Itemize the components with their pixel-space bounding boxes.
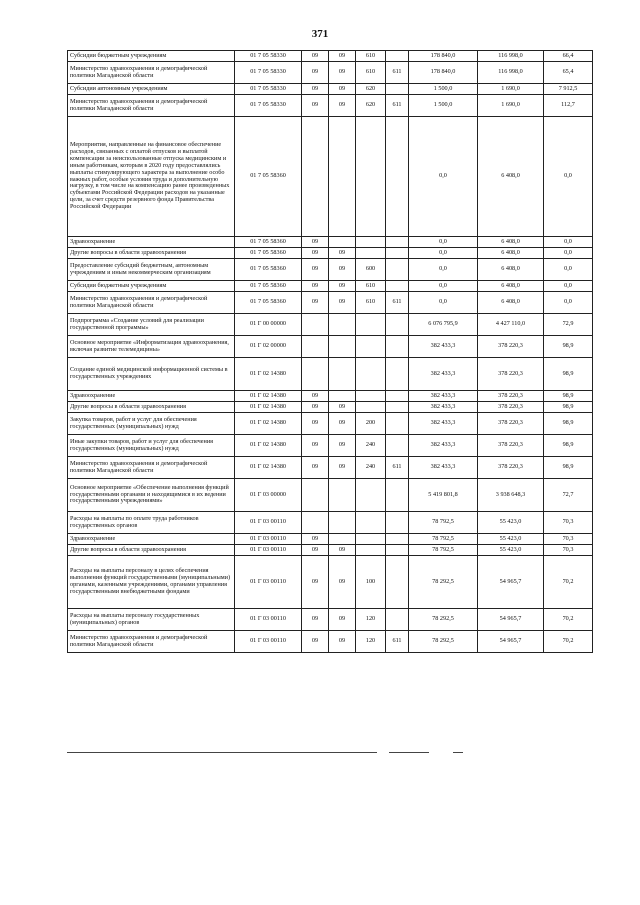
row-department-cell (386, 84, 409, 95)
row-code-cell: 01 Г 03 00110 (235, 631, 302, 653)
row-section-cell (302, 117, 329, 237)
row-department-cell: 611 (386, 292, 409, 314)
row-subsection-cell: 09 (329, 609, 356, 631)
row-subsection-cell: 09 (329, 95, 356, 117)
row-expense-type-cell: 600 (356, 259, 386, 281)
row-expense-type-cell (356, 237, 386, 248)
row-actual-value-cell: 54 965,7 (478, 609, 544, 631)
row-subsection-cell (329, 534, 356, 545)
row-actual-value-cell: 55 423,0 (478, 545, 544, 556)
row-code-cell: 01 Г 03 00110 (235, 545, 302, 556)
row-actual-value-cell: 1 690,0 (478, 84, 544, 95)
row-department-cell (386, 51, 409, 62)
row-percent-cell: 98,9 (544, 457, 593, 479)
row-department-cell (386, 556, 409, 609)
row-percent-cell: 98,9 (544, 435, 593, 457)
table-row (68, 84, 593, 95)
row-expense-type-cell (356, 402, 386, 413)
row-code-cell: 01 Г 02 14380 (235, 413, 302, 435)
row-subsection-cell (329, 391, 356, 402)
row-percent-cell: 72,7 (544, 479, 593, 512)
row-name-cell: Здравоохранение (68, 534, 235, 545)
row-name-cell: Министерство здравоохранения и демографической политики Магаданской области (68, 62, 235, 84)
row-actual-value-cell: 378 220,3 (478, 391, 544, 402)
row-actual-value-cell: 378 220,3 (478, 413, 544, 435)
row-percent-cell: 0,0 (544, 292, 593, 314)
row-code-cell: 01 Г 00 00000 (235, 314, 302, 336)
row-plan-value-cell: 382 433,3 (409, 435, 478, 457)
row-percent-cell: 98,9 (544, 402, 593, 413)
row-code-cell: 01 7 05 58360 (235, 117, 302, 237)
row-actual-value-cell: 378 220,3 (478, 435, 544, 457)
row-section-cell: 09 (302, 435, 329, 457)
row-department-cell (386, 435, 409, 457)
table-row (68, 631, 593, 653)
row-name-cell: Расходы на выплаты персоналу в целях обеспечения выполнения функций государственными (муниципальными) органами, казенными учреждениями, органами управления государственными внебюджетными фондами (68, 556, 235, 609)
row-section-cell (302, 512, 329, 534)
row-expense-type-cell: 240 (356, 457, 386, 479)
row-section-cell: 09 (302, 281, 329, 292)
footer-divider (67, 752, 377, 753)
table-row (68, 457, 593, 479)
row-percent-cell: 0,0 (544, 117, 593, 237)
row-department-cell (386, 259, 409, 281)
row-expense-type-cell: 120 (356, 631, 386, 653)
row-name-cell: Закупка товаров, работ и услуг для обеспечения государственных (муниципальных) нужд (68, 413, 235, 435)
row-code-cell: 01 Г 02 14380 (235, 457, 302, 479)
row-section-cell: 09 (302, 391, 329, 402)
row-subsection-cell: 09 (329, 457, 356, 479)
row-name-cell: Министерство здравоохранения и демографической политики Магаданской области (68, 631, 235, 653)
row-section-cell (302, 479, 329, 512)
row-subsection-cell: 09 (329, 259, 356, 281)
table-row (68, 479, 593, 512)
row-plan-value-cell: 0,0 (409, 237, 478, 248)
row-department-cell (386, 358, 409, 391)
row-subsection-cell: 09 (329, 402, 356, 413)
row-percent-cell: 0,0 (544, 281, 593, 292)
row-code-cell: 01 7 05 58330 (235, 95, 302, 117)
row-section-cell: 09 (302, 62, 329, 84)
row-name-cell: Субсидии бюджетным учреждениям (68, 281, 235, 292)
row-expense-type-cell: 610 (356, 62, 386, 84)
table-row (68, 314, 593, 336)
row-code-cell: 01 7 05 58360 (235, 248, 302, 259)
row-plan-value-cell: 0,0 (409, 281, 478, 292)
row-name-cell: Создание единой медицинской информационной системы в государственных учреждениях (68, 358, 235, 391)
row-percent-cell: 66,4 (544, 51, 593, 62)
row-department-cell (386, 237, 409, 248)
row-actual-value-cell: 378 220,3 (478, 358, 544, 391)
row-section-cell (302, 314, 329, 336)
row-actual-value-cell: 6 408,0 (478, 259, 544, 281)
row-expense-type-cell: 620 (356, 95, 386, 117)
table-row (68, 336, 593, 358)
row-name-cell: Здравоохранение (68, 391, 235, 402)
row-expense-type-cell: 100 (356, 556, 386, 609)
row-code-cell: 01 Г 03 00110 (235, 534, 302, 545)
table-row (68, 259, 593, 281)
row-actual-value-cell: 378 220,3 (478, 336, 544, 358)
row-subsection-cell: 09 (329, 631, 356, 653)
row-subsection-cell: 09 (329, 556, 356, 609)
row-department-cell (386, 534, 409, 545)
row-plan-value-cell: 6 076 795,9 (409, 314, 478, 336)
row-plan-value-cell: 0,0 (409, 117, 478, 237)
row-department-cell (386, 545, 409, 556)
row-subsection-cell: 09 (329, 51, 356, 62)
row-plan-value-cell: 382 433,3 (409, 413, 478, 435)
row-code-cell: 01 Г 03 00110 (235, 512, 302, 534)
row-department-cell: 611 (386, 457, 409, 479)
row-code-cell: 01 7 05 58330 (235, 51, 302, 62)
row-percent-cell: 0,0 (544, 259, 593, 281)
row-section-cell: 09 (302, 95, 329, 117)
page-number: 371 (311, 28, 329, 40)
row-subsection-cell: 09 (329, 84, 356, 95)
table-row (68, 512, 593, 534)
row-actual-value-cell: 55 423,0 (478, 534, 544, 545)
row-expense-type-cell (356, 534, 386, 545)
row-plan-value-cell: 382 433,3 (409, 457, 478, 479)
row-plan-value-cell: 178 840,0 (409, 62, 478, 84)
row-code-cell: 01 Г 03 00110 (235, 609, 302, 631)
row-percent-cell: 65,4 (544, 62, 593, 84)
row-section-cell: 09 (302, 556, 329, 609)
row-code-cell: 01 Г 02 14380 (235, 402, 302, 413)
row-subsection-cell (329, 512, 356, 534)
row-actual-value-cell: 116 998,0 (478, 62, 544, 84)
row-code-cell: 01 Г 02 14380 (235, 358, 302, 391)
row-name-cell: Другие вопросы в области здравоохранения (68, 545, 235, 556)
row-expense-type-cell (356, 512, 386, 534)
row-actual-value-cell: 55 423,0 (478, 512, 544, 534)
row-plan-value-cell: 5 419 801,8 (409, 479, 478, 512)
row-department-cell (386, 314, 409, 336)
budget-table (67, 50, 593, 653)
row-name-cell: Расходы на выплаты персоналу государственных (муниципальных) органов (68, 609, 235, 631)
row-code-cell: 01 7 05 58360 (235, 292, 302, 314)
footer-divider (453, 752, 463, 753)
row-percent-cell: 0,0 (544, 248, 593, 259)
row-subsection-cell: 09 (329, 292, 356, 314)
row-plan-value-cell: 1 500,0 (409, 95, 478, 117)
row-section-cell: 09 (302, 631, 329, 653)
row-expense-type-cell: 610 (356, 51, 386, 62)
row-section-cell (302, 336, 329, 358)
row-actual-value-cell: 1 690,0 (478, 95, 544, 117)
row-expense-type-cell (356, 336, 386, 358)
row-actual-value-cell: 378 220,3 (478, 457, 544, 479)
row-department-cell (386, 609, 409, 631)
table-row (68, 534, 593, 545)
row-actual-value-cell: 6 408,0 (478, 117, 544, 237)
row-plan-value-cell: 178 840,0 (409, 51, 478, 62)
row-subsection-cell (329, 314, 356, 336)
row-department-cell (386, 512, 409, 534)
row-department-cell (386, 281, 409, 292)
row-code-cell: 01 Г 02 14380 (235, 435, 302, 457)
row-actual-value-cell: 4 427 110,0 (478, 314, 544, 336)
row-percent-cell: 7 912,5 (544, 84, 593, 95)
row-percent-cell: 112,7 (544, 95, 593, 117)
row-plan-value-cell: 78 292,5 (409, 609, 478, 631)
row-actual-value-cell: 6 408,0 (478, 248, 544, 259)
row-plan-value-cell: 78 292,5 (409, 631, 478, 653)
row-expense-type-cell: 120 (356, 609, 386, 631)
row-department-cell: 611 (386, 62, 409, 84)
row-expense-type-cell (356, 314, 386, 336)
row-name-cell: Министерство здравоохранения и демографической политики Магаданской области (68, 457, 235, 479)
row-expense-type-cell (356, 391, 386, 402)
row-plan-value-cell: 382 433,3 (409, 336, 478, 358)
row-department-cell (386, 479, 409, 512)
row-actual-value-cell: 378 220,3 (478, 402, 544, 413)
row-section-cell: 09 (302, 402, 329, 413)
row-plan-value-cell: 78 792,5 (409, 512, 478, 534)
row-department-cell (386, 117, 409, 237)
row-expense-type-cell (356, 358, 386, 391)
row-percent-cell: 0,0 (544, 237, 593, 248)
row-percent-cell: 98,9 (544, 413, 593, 435)
row-code-cell: 01 Г 03 00110 (235, 556, 302, 609)
row-section-cell: 09 (302, 51, 329, 62)
table-row (68, 609, 593, 631)
table-row (68, 545, 593, 556)
row-section-cell: 09 (302, 248, 329, 259)
table-row (68, 413, 593, 435)
row-subsection-cell (329, 479, 356, 512)
row-code-cell: 01 7 05 58360 (235, 281, 302, 292)
row-actual-value-cell: 6 408,0 (478, 237, 544, 248)
table-row (68, 95, 593, 117)
row-name-cell: Предоставление субсидий бюджетным, автономным учреждениям и иным некоммерческим организациям (68, 259, 235, 281)
table-row (68, 292, 593, 314)
row-subsection-cell: 09 (329, 62, 356, 84)
row-percent-cell: 70,2 (544, 556, 593, 609)
row-expense-type-cell (356, 117, 386, 237)
row-name-cell: Основное мероприятие «Обеспечение выполнения функций государственными органами и находящимися в их ведении государственными учреждениями» (68, 479, 235, 512)
row-name-cell: Другие вопросы в области здравоохранения (68, 248, 235, 259)
row-percent-cell: 70,3 (544, 512, 593, 534)
row-plan-value-cell: 0,0 (409, 292, 478, 314)
row-plan-value-cell: 1 500,0 (409, 84, 478, 95)
row-department-cell (386, 248, 409, 259)
row-section-cell: 09 (302, 292, 329, 314)
table-row (68, 391, 593, 402)
table-row (68, 358, 593, 391)
row-name-cell: Министерство здравоохранения и демографической политики Магаданской области (68, 292, 235, 314)
row-percent-cell: 70,2 (544, 609, 593, 631)
row-expense-type-cell: 610 (356, 281, 386, 292)
row-expense-type-cell (356, 545, 386, 556)
row-department-cell (386, 391, 409, 402)
row-expense-type-cell (356, 248, 386, 259)
row-code-cell: 01 Г 02 14380 (235, 391, 302, 402)
row-subsection-cell: 09 (329, 413, 356, 435)
row-actual-value-cell: 116 998,0 (478, 51, 544, 62)
row-percent-cell: 98,9 (544, 391, 593, 402)
row-name-cell: Расходы на выплаты по оплате труда работников государственных органов (68, 512, 235, 534)
row-code-cell: 01 7 05 58360 (235, 259, 302, 281)
row-section-cell: 09 (302, 413, 329, 435)
row-code-cell: 01 7 05 58360 (235, 237, 302, 248)
row-actual-value-cell: 54 965,7 (478, 556, 544, 609)
row-code-cell: 01 Г 02 00000 (235, 336, 302, 358)
row-code-cell: 01 7 05 58330 (235, 62, 302, 84)
row-section-cell: 09 (302, 534, 329, 545)
table-row (68, 51, 593, 62)
table-row (68, 62, 593, 84)
row-subsection-cell: 09 (329, 435, 356, 457)
row-percent-cell: 70,3 (544, 545, 593, 556)
row-code-cell: 01 7 05 58330 (235, 84, 302, 95)
table-row (68, 117, 593, 237)
row-plan-value-cell: 78 292,5 (409, 556, 478, 609)
row-name-cell: Мероприятия, направленные на финансовое обеспечение расходов, связанных с оплатой отпусков и выплатой компенсации за неиспользованные отпуска медицинским и иным работникам, которым в 2020 году предоставлялись выплаты стимулирующего характера за выполнение особо важных работ, особые условия труда и дополнительную нагрузку, в том числе на компенсацию ранее произведенных субъектами Российской Федерации расходов на указанные цели, за счет средств резервного фонда Правительства Российской Федерации (68, 117, 235, 237)
row-section-cell: 09 (302, 259, 329, 281)
row-name-cell: Подпрограмма «Создание условий для реализации государственной программы» (68, 314, 235, 336)
row-actual-value-cell: 6 408,0 (478, 281, 544, 292)
row-actual-value-cell: 3 938 648,3 (478, 479, 544, 512)
row-percent-cell: 70,3 (544, 534, 593, 545)
table-row (68, 402, 593, 413)
table-row (68, 248, 593, 259)
row-section-cell: 09 (302, 609, 329, 631)
row-plan-value-cell: 0,0 (409, 259, 478, 281)
row-department-cell (386, 413, 409, 435)
row-section-cell: 09 (302, 545, 329, 556)
row-actual-value-cell: 54 965,7 (478, 631, 544, 653)
row-plan-value-cell: 382 433,3 (409, 391, 478, 402)
footer-divider (389, 752, 429, 753)
row-percent-cell: 98,9 (544, 358, 593, 391)
row-section-cell (302, 358, 329, 391)
row-section-cell: 09 (302, 237, 329, 248)
row-name-cell: Субсидии автономным учреждениям (68, 84, 235, 95)
row-department-cell: 611 (386, 95, 409, 117)
row-subsection-cell (329, 237, 356, 248)
row-subsection-cell (329, 117, 356, 237)
row-plan-value-cell: 0,0 (409, 248, 478, 259)
row-expense-type-cell: 240 (356, 435, 386, 457)
row-subsection-cell: 09 (329, 248, 356, 259)
row-plan-value-cell: 78 792,5 (409, 534, 478, 545)
row-subsection-cell: 09 (329, 545, 356, 556)
row-percent-cell: 98,9 (544, 336, 593, 358)
row-department-cell (386, 402, 409, 413)
row-name-cell: Министерство здравоохранения и демографической политики Магаданской области (68, 95, 235, 117)
table-row (68, 435, 593, 457)
row-subsection-cell (329, 336, 356, 358)
row-subsection-cell (329, 358, 356, 391)
row-name-cell: Другие вопросы в области здравоохранения (68, 402, 235, 413)
row-name-cell: Иные закупки товаров, работ и услуг для обеспечения государственных (муниципальных) нужд (68, 435, 235, 457)
row-name-cell: Здравоохранение (68, 237, 235, 248)
row-expense-type-cell: 620 (356, 84, 386, 95)
row-expense-type-cell (356, 479, 386, 512)
table-row (68, 237, 593, 248)
row-plan-value-cell: 382 433,3 (409, 358, 478, 391)
row-section-cell: 09 (302, 84, 329, 95)
row-percent-cell: 70,2 (544, 631, 593, 653)
row-expense-type-cell: 610 (356, 292, 386, 314)
row-subsection-cell: 09 (329, 281, 356, 292)
row-name-cell: Основное мероприятие «Информатизация здравоохранения, включая развитие телемедицины» (68, 336, 235, 358)
table-row (68, 281, 593, 292)
row-department-cell (386, 336, 409, 358)
row-percent-cell: 72,9 (544, 314, 593, 336)
table-row (68, 556, 593, 609)
row-code-cell: 01 Г 03 00000 (235, 479, 302, 512)
row-department-cell: 611 (386, 631, 409, 653)
table-body (68, 51, 593, 653)
row-actual-value-cell: 6 408,0 (478, 292, 544, 314)
row-name-cell: Субсидии бюджетным учреждениям (68, 51, 235, 62)
row-plan-value-cell: 382 433,3 (409, 402, 478, 413)
row-expense-type-cell: 200 (356, 413, 386, 435)
row-plan-value-cell: 78 792,5 (409, 545, 478, 556)
row-section-cell: 09 (302, 457, 329, 479)
